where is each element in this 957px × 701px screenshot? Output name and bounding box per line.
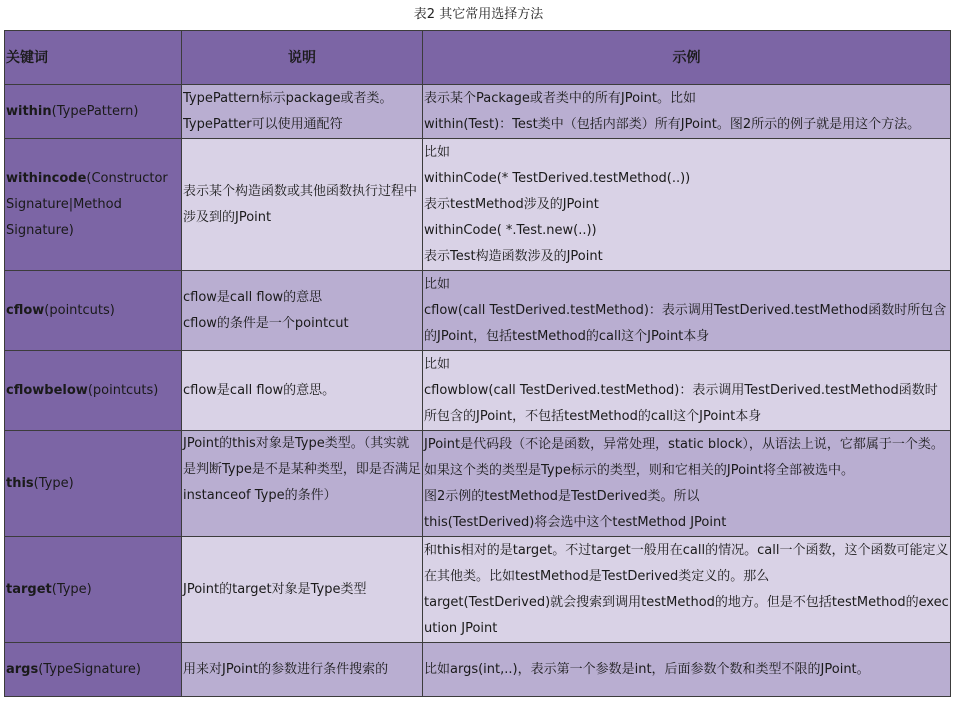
keyword-param: (pointcuts)	[87, 382, 159, 398]
example-line: within(Test)：Test类中（包括内部类）所有JPoint。图2所示的例子就是用这个方法。	[424, 116, 921, 132]
example-cell	[423, 271, 951, 351]
description-line: TypePattern标示package或者类。	[183, 90, 393, 106]
table-row	[5, 271, 951, 351]
keyword-param: (pointcuts)	[44, 302, 115, 318]
example-line: 比如	[424, 144, 451, 160]
keyword-cell	[5, 537, 182, 643]
example-line: cflowblow(call TestDerived.testMethod)：表示调用TestDerived.testMethod函数时所包含的JPoint，不包括testMethod的call这个JPoint本身	[424, 382, 938, 424]
description-line: JPoint的target对象是Type类型	[183, 581, 367, 597]
description-line: 用来对JPoint的参数进行条件搜索的	[183, 661, 389, 677]
description-cell	[182, 271, 423, 351]
description-cell	[182, 85, 423, 139]
example-cell	[423, 85, 951, 139]
keyword-name: args	[6, 661, 39, 677]
description-cell	[182, 643, 423, 697]
keyword-param: (Constructor Signature|Method Signature)	[6, 170, 168, 238]
keyword-param: (Type)	[51, 581, 92, 597]
keyword-name: withincode	[6, 170, 87, 186]
example-cell	[423, 643, 951, 697]
description-line: 表示某个构造函数或其他函数执行过程中涉及到的JPoint	[183, 183, 418, 225]
keyword-cell	[5, 139, 182, 271]
table-row	[5, 351, 951, 431]
example-cell	[423, 351, 951, 431]
header-keyword: 关键词	[5, 31, 182, 85]
header-description: 说明	[182, 31, 423, 85]
example-line: JPoint是代码段（不论是函数，异常处理，static block），从语法上说，它都属于一个类。如果这个类的类型是Type标示的类型，则和它相关的JPoint将全部被选中。	[424, 436, 944, 478]
example-line: 表示testMethod涉及的JPoint	[424, 196, 599, 212]
keyword-name: cflow	[6, 302, 45, 318]
description-line: cflow的条件是一个pointcut	[183, 315, 349, 331]
table-row	[5, 139, 951, 271]
example-cell	[423, 139, 951, 271]
keyword-cell	[5, 351, 182, 431]
keyword-param: (TypeSignature)	[38, 661, 141, 677]
example-line: cflow(call TestDerived.testMethod)：表示调用TestDerived.testMethod函数时所包含的JPoint，包括testMethod的call这个JPoint本身	[424, 302, 947, 344]
keyword-cell	[5, 431, 182, 537]
example-line: 比如	[424, 356, 451, 372]
table-header-row	[5, 31, 951, 85]
table-caption: 表2 其它常用选择方法	[413, 7, 544, 22]
description-line: cflow是call flow的意思	[183, 289, 323, 305]
keyword-param: (Type)	[33, 475, 74, 491]
description-cell	[182, 351, 423, 431]
table-row	[5, 537, 951, 643]
example-line: target(TestDerived)就会搜索到调用testMethod的地方。但是不包括testMethod的execution JPoint	[424, 594, 949, 636]
keyword-name: this	[6, 475, 34, 491]
keyword-cell	[5, 643, 182, 697]
description-line: JPoint的this对象是Type类型。（其实就是判断Type是不是某种类型，即是否满足instanceof Type的条件）	[183, 436, 421, 503]
description-line: TypePatter可以使用通配符	[183, 116, 343, 132]
keyword-name: target	[6, 581, 52, 597]
example-line: withinCode(* TestDerived.testMethod(..))	[424, 170, 691, 186]
example-line: 表示Test构造函数涉及的JPoint	[424, 248, 603, 264]
keyword-cell	[5, 271, 182, 351]
description-cell	[182, 139, 423, 271]
example-line: 和this相对的是target。不过target一般用在call的情况。call一个函数，这个函数可能定义在其他类。比如testMethod是TestDerived类定义的。那么	[424, 542, 949, 584]
description-line: cflow是call flow的意思。	[183, 382, 336, 398]
keyword-param: (TypePattern)	[51, 103, 139, 119]
example-line: 表示某个Package或者类中的所有JPoint。比如	[424, 90, 696, 106]
header-example: 示例	[423, 31, 951, 85]
example-line: 比如args(int,..)，表示第一个参数是int，后面参数个数和类型不限的JPoint。	[424, 661, 870, 677]
example-line: 图2示例的testMethod是TestDerived类。所以	[424, 488, 700, 504]
keyword-cell	[5, 85, 182, 139]
description-cell	[182, 537, 423, 643]
example-line: withinCode( *.Test.new(..))	[424, 222, 597, 238]
keyword-name: within	[6, 103, 52, 119]
example-line: this(TestDerived)将会选中这个testMethod JPoint	[424, 514, 727, 530]
description-cell	[182, 431, 423, 537]
keyword-name: cflowbelow	[6, 382, 88, 398]
example-line: 比如	[424, 276, 451, 292]
table-row	[5, 643, 951, 697]
selection-methods-table	[4, 30, 951, 697]
table-row	[5, 85, 951, 139]
example-cell	[423, 431, 951, 537]
example-cell	[423, 537, 951, 643]
table-row	[5, 431, 951, 537]
